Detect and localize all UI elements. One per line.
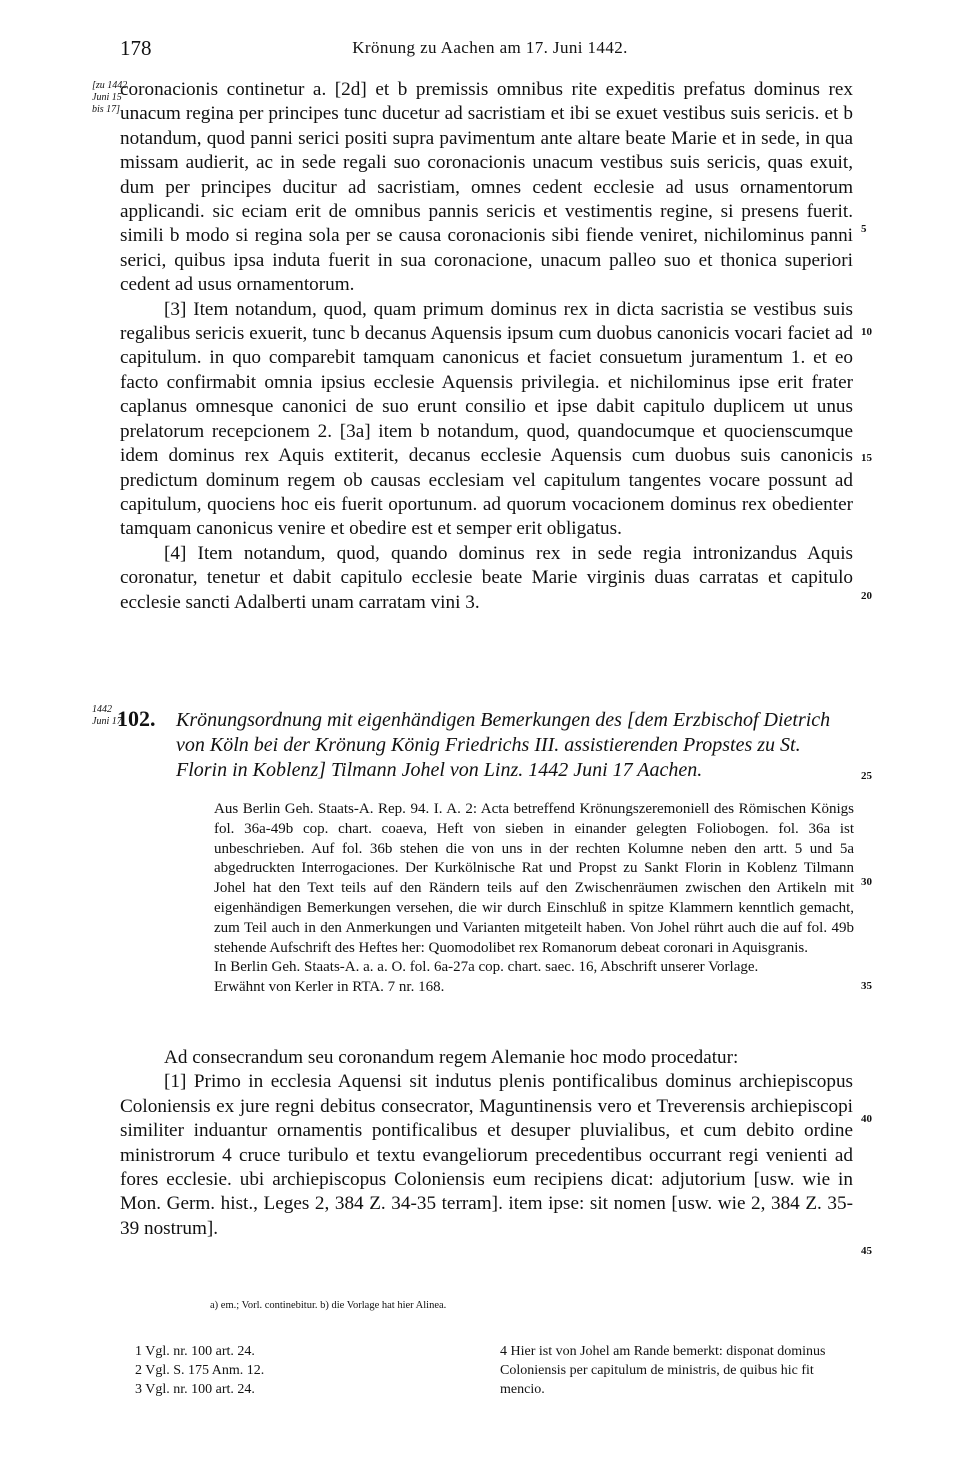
page-number: 178 <box>120 36 152 60</box>
section-top <box>120 78 853 615</box>
footnote-1: 1 Vgl. nr. 100 art. 24. <box>135 1344 255 1359</box>
source-paragraph: In Berlin Geh. Staats-A. a. a. O. fol. 6a-27a cop. chart. saec. 16, Abschrift unserer Vorlage. <box>214 959 759 976</box>
source-paragraph: Erwähnt von Kerler in RTA. 7 nr. 168. <box>214 979 445 996</box>
line-number: 30 <box>861 876 872 888</box>
document-number: 102. <box>117 706 156 731</box>
paragraph-2: coronacionis continetur a. [2d] et b premissis omnibus rite expeditis prefatus dominus rex unacum regina per principes tunc ducetur ad sacristiam et ibi se exuet vestibus suis sericis. et b notandum, quod panni serici positi supra pavimentum ante altare beate Marie et in sede, in qua missam audierit, ac in sede regali suo coronacionis unacum vestibus suis sericis, quas exuit, dum per principes ducitur ad sacristiam, omnes cedent ecclesie ad usus ornamentorum applicandi. sic eciam erit de omnibus pannis sericis et vestimentis regine, si presens fuerit. simili b modo si regina sola per se causa coronacionis sibi fiende veniret, nichilominus panni serici, quibus ipsa induta fuerit in sua coronacione, unacum palleo suo et thonica superiori cedent ad usus ornamentorum. <box>120 79 853 296</box>
footnote-4: 4 Hier ist von Johel am Rande bemerkt: disponat dominus Coloniensis per capitulum de ministris, de quibus hic fit mencio. <box>500 1344 826 1397</box>
paragraph-intro: Ad consecrandum seu coronandum regem Alemanie hoc modo procedatur: <box>164 1047 739 1068</box>
line-number: 35 <box>861 980 872 992</box>
document-heading: Krönungsordnung mit eigenhändigen Bemerkungen des [dem Erzbischof Dietrich von Köln bei der Krönung König Friedrichs III. assistierenden Propstes zu St. Florin in Koblenz] Tilmann Johel von Linz. 1442 Juni 17 Aachen. <box>176 709 831 781</box>
source-paragraph: Aus Berlin Geh. Staats-A. Rep. 94. I. A. 2: Acta betreffend Krönungszeremoniell des Römischen Königs fol. 36a-49b cop. chart. coaeva, Heft von sieben in einander gelegten Foliobogen. fol. 36a ist unbeschrieben. Auf fol. 36b stehen die von uns in der rechten Kolumne neben den artt. 5 und 5a abgedruckten Interrogaciones. Der Kurkölnische Rat und Propst zu Sankt Florin in Koblenz Tilmann Johel hat den Text teils auf den Rändern teils auf den Zwischenräumen zwischen den Artikeln mit eigenhändigen Bemerkungen versehen, die wir durch Einschluß in spitze Klammern kenntlich gemacht, zum Teil auch in den Anmerkungen und Varianten mitgeteilt haben. Von Johel rührt auch die auf fol. 49b stehende Aufschrift des Heftes her: Quomodolibet rex Romanorum debeat coronari in Aquisgranis. <box>214 801 854 956</box>
line-number: 15 <box>861 452 872 464</box>
margin-date-doc: 1442 Juni 17 <box>92 704 122 727</box>
line-number: 20 <box>861 590 872 602</box>
paragraph-1: [1] Primo in ecclesia Aquensi sit indutus plenis pontificalibus dominus archiepiscopus Coloniensis ex jure regni debitus consecrator, Maguntinensis vero et Treverensis archiepiscopi similiter induantur ornamentis pontificalibus et desuper pluvialibus, et cum debito ordine ministrorum 4 cruce turibulo et textu evangeliorum precedentibus occurrant regi venienti ad fores ecclesie. ubi archiepiscopus Coloniensis eum recipiens dicat: adjutorium [usw. wie in Mon. Germ. hist., Leges 2, 384 Z. 34-35 terram]. item ipse: sit nomen [usw. wie 2, 384 Z. 35-39 nostrum]. <box>120 1071 853 1239</box>
line-number: 10 <box>861 326 872 338</box>
line-number: 5 <box>861 223 867 235</box>
running-header <box>120 36 860 64</box>
variant-notes: a) em.; Vorl. continebitur. b) die Vorlage hat hier Alinea. <box>210 1300 447 1311</box>
footnote-2: 2 Vgl. S. 175 Anm. 12. <box>135 1363 265 1378</box>
footnote-3: 3 Vgl. nr. 100 art. 24. <box>135 1382 255 1397</box>
paragraph-3: [3] Item notandum, quod, quam primum dominus rex in dicta sacristia se vestibus suis regalibus sericis exuerit, tunc b decanus Aquensis ipsum cum duobus canonicis vocari faciet ad capitulum. in quo comparebit tamquam canonicus et faciet consuetum juramentum 1. et eo facto confirmabit omnia ipsius ecclesie Aquensis privilegia. et nichilominus ipse erit frater caplanus omnesque canonici de suo erunt consilio et ipse dabit capitulo duplicem ut unus prelatorum recepcionem 2. [3a] item b notandum, quod, quandocumque et quocienscumque idem dominus rex Aquis extiterit, decanus ecclesie Aquensis cum duobus suis canonicis predictum dominum regem ob causas ecclesiam vel capitulum tangentes vocare possunt ad capitulum, quociens hoc eis fuerit oportunum. ad quorum vocacionem dominus rex obedienter tamquam canonicus venire et obedire est et semper erit obligatus. <box>120 298 853 540</box>
line-number: 40 <box>861 1113 872 1125</box>
section-bottom <box>120 1046 853 1241</box>
margin-date-top: [zu 1442 Juni 15 bis 17] <box>92 80 128 115</box>
paragraph-4: [4] Item notandum, quod, quando dominus rex in sede regia intronizandus Aquis coronatur, tenetur et dabit capitulo ecclesie beate Marie virginis duas carratas et capitulo ecclesie sancti Adalberti unam carratam vini 3. <box>120 542 853 613</box>
footnotes-left <box>135 1342 435 1399</box>
running-title: Krönung zu Aachen am 17. Juni 1442. <box>352 38 628 57</box>
line-number: 45 <box>861 1245 872 1257</box>
line-number: 25 <box>861 770 872 782</box>
source-description <box>214 800 854 998</box>
